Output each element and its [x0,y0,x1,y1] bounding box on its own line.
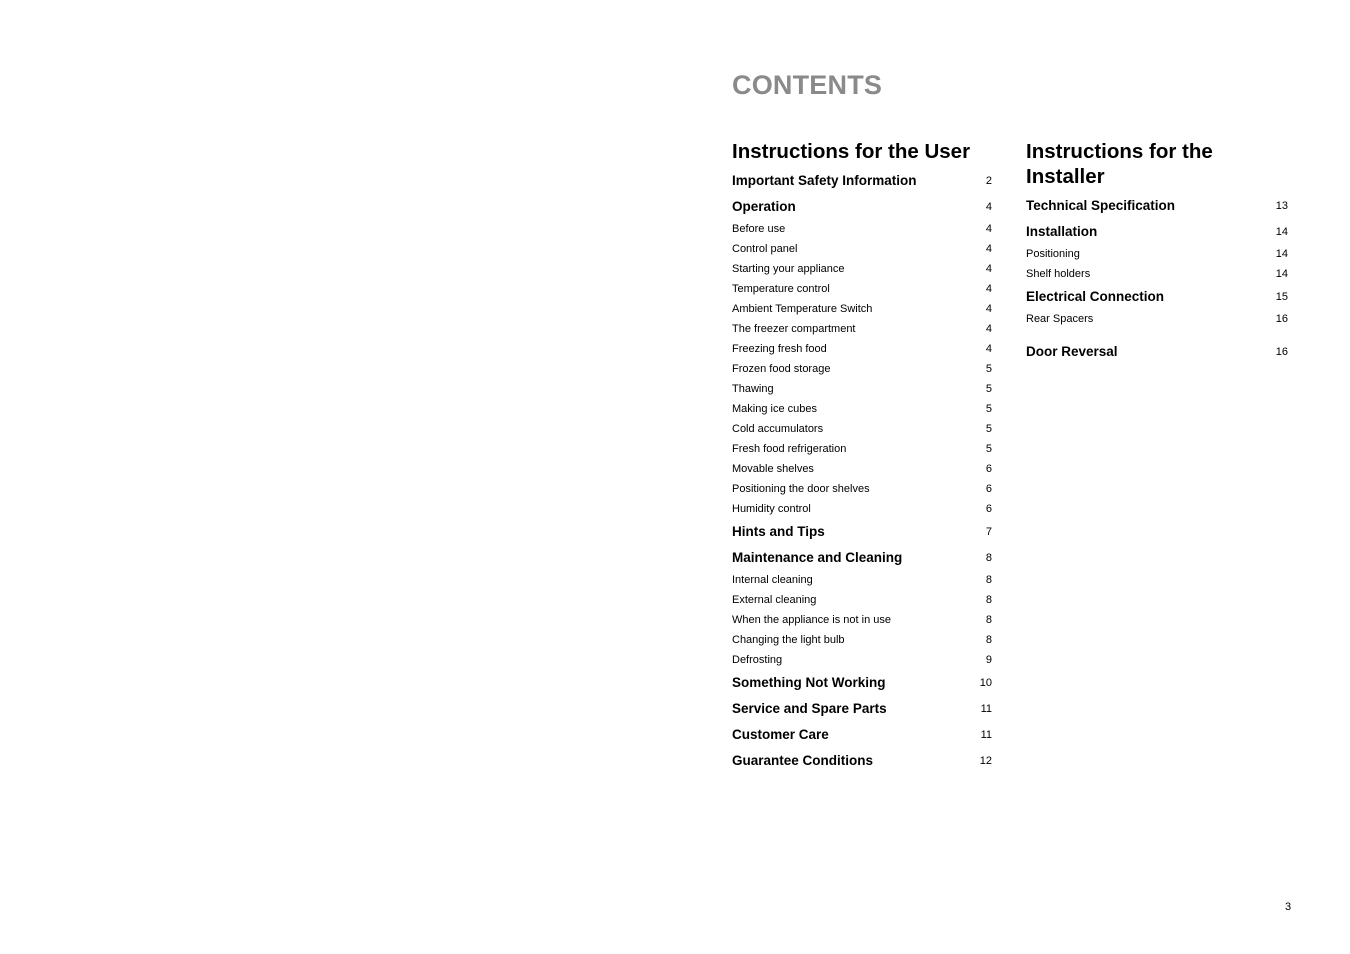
toc-entry-page: 11 [980,729,992,741]
toc-section-entry [1026,197,1288,215]
toc-section-entry [732,549,992,567]
toc-entry-page: 8 [985,614,992,626]
toc-subsection-entry [732,279,992,299]
toc-section-entry [1026,288,1288,306]
toc-entry-page: 4 [985,323,992,335]
toc-entry-label: Service and Spare Parts [732,701,887,716]
toc-section-entry [1026,223,1288,241]
toc-entry-label: Ambient Temperature Switch [732,303,873,315]
installer-instructions-column [1026,139,1288,364]
toc-entry-label: Temperature control [732,283,830,295]
toc-entry-label: Technical Specification [1026,198,1176,213]
toc-entry-page: 4 [985,283,992,295]
toc-entry-page: 10 [979,677,992,689]
toc-subsection-entry [732,259,992,279]
toc-section-entry [732,752,992,770]
toc-entry-label: Defrosting [732,654,783,666]
toc-entry-page: 14 [1275,268,1288,280]
toc-entry-label: Something Not Working [732,675,886,690]
toc-entry-page: 12 [979,755,992,767]
toc-section-entry [732,726,992,744]
toc-entry-page: 15 [1275,291,1288,303]
toc-entry-page: 4 [985,243,992,255]
toc-entry-page: 8 [985,574,992,586]
toc-entry-label: Cold accumulators [732,423,824,435]
toc-entry-label: Guarantee Conditions [732,753,874,768]
toc-subsection-entry [732,590,992,610]
toc-entry-label: Important Safety Information [732,173,917,188]
toc-entry-page: 5 [985,443,992,455]
toc-section-entry [732,198,992,216]
toc-entry-page: 4 [985,303,992,315]
toc-subsection-entry [732,419,992,439]
user-instructions-heading: Instructions for the User [732,140,971,163]
toc-subsection-entry [732,219,992,239]
toc-subsection-entry [732,359,992,379]
toc-entry-label: The freezer compartment [732,323,856,335]
toc-entry-page: 7 [985,526,992,538]
toc-subsection-entry [732,239,992,259]
toc-entry-page: 11 [980,703,992,715]
toc-subsection-entry [732,399,992,419]
toc-entry-label: When the appliance is not in use [732,614,891,626]
toc-entry-label: Changing the light bulb [732,634,845,646]
toc-entry-page: 5 [985,363,992,375]
toc-entry-page: 4 [985,223,992,235]
toc-subsection-entry [732,479,992,499]
page-number: 3 [1285,901,1292,913]
toc-section-entry [732,674,992,692]
toc-entry-label: Positioning the door shelves [732,483,870,495]
toc-entry-page: 6 [985,463,992,475]
toc-section-entry [1026,343,1288,361]
toc-entry-page: 6 [985,483,992,495]
toc-entry-label: External cleaning [732,594,817,606]
toc-entry-label: Operation [732,199,796,214]
toc-section-entry [732,523,992,541]
toc-entry-label: Maintenance and Cleaning [732,550,903,565]
user-instructions-column [732,139,992,773]
toc-entry-page: 8 [985,634,992,646]
toc-entry-page: 8 [985,552,992,564]
toc-entry-label: Installation [1026,224,1098,239]
toc-entry-page: 5 [985,423,992,435]
toc-entry-label: Electrical Connection [1026,289,1165,304]
toc-entry-page: 6 [985,503,992,515]
installer-toc-list [1026,197,1288,361]
toc-entry-label: Rear Spacers [1026,313,1094,325]
toc-entry-page: 14 [1275,248,1288,260]
toc-entry-label: Making ice cubes [732,403,817,415]
toc-entry-page: 2 [985,175,992,187]
toc-entry-page: 16 [1275,346,1288,358]
toc-entry-label: Fresh food refrigeration [732,443,847,455]
toc-section-entry [732,172,992,190]
toc-entry-label: Shelf holders [1026,268,1091,280]
toc-entry-label: Freezing fresh food [732,343,827,355]
page-title: CONTENTS [732,70,883,100]
toc-entry-label: Starting your appliance [732,263,845,275]
toc-subsection-entry [732,319,992,339]
toc-entry-label: Internal cleaning [732,574,813,586]
toc-entry-label: Thawing [732,383,774,395]
toc-entry-page: 8 [985,594,992,606]
toc-entry-label: Door Reversal [1026,344,1118,359]
toc-subsection-entry [732,439,992,459]
toc-entry-label: Control panel [732,243,798,255]
toc-entry-label: Humidity control [732,503,811,515]
toc-entry-page: 5 [985,403,992,415]
toc-entry-page: 5 [985,383,992,395]
toc-subsection-entry [1026,244,1288,264]
toc-subsection-entry [732,570,992,590]
toc-entry-page: 14 [1275,226,1288,238]
toc-subsection-entry [732,650,992,670]
toc-entry-label: Frozen food storage [732,363,831,375]
installer-instructions-heading: Instructions for the Installer [1026,140,1213,188]
toc-subsection-entry [732,499,992,519]
toc-subsection-entry [732,379,992,399]
toc-subsection-entry [732,610,992,630]
toc-section-entry [732,700,992,718]
toc-subsection-entry [1026,309,1288,329]
toc-entry-page: 16 [1275,313,1288,325]
toc-entry-page: 4 [985,201,992,213]
toc-entry-page: 4 [985,343,992,355]
toc-subsection-entry [732,339,992,359]
toc-subsection-entry [732,459,992,479]
toc-entry-label: Positioning [1026,248,1080,260]
toc-entry-page: 9 [985,654,992,666]
toc-entry-label: Hints and Tips [732,524,825,539]
toc-entry-label: Movable shelves [732,463,814,475]
toc-entry-page: 13 [1275,200,1288,212]
toc-entry-page: 4 [985,263,992,275]
user-toc-list [732,172,992,770]
toc-subsection-entry [732,299,992,319]
toc-entry-label: Customer Care [732,727,829,742]
toc-subsection-entry [732,630,992,650]
toc-entry-label: Before use [732,223,786,235]
toc-subsection-entry [1026,264,1288,284]
